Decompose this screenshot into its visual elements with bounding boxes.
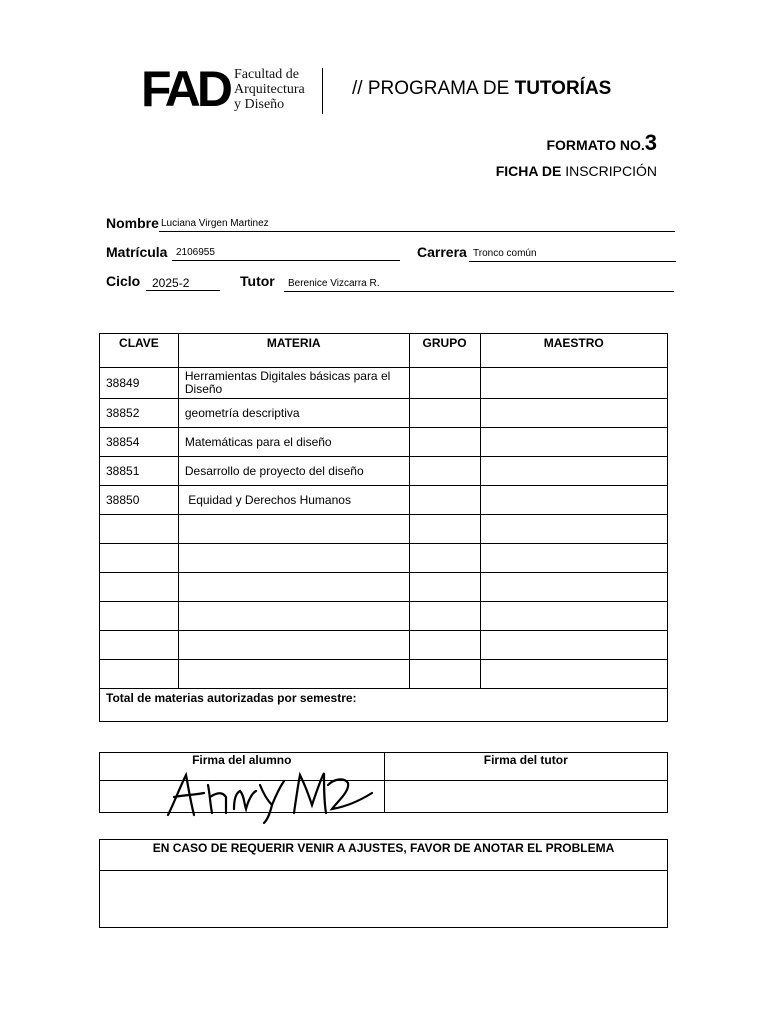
table-header-row [100, 334, 668, 368]
cell-materia[interactable]: Desarrollo de proyecto del diseño [178, 457, 409, 486]
form-subtitle: FICHA DE INSCRIPCIÓN [495, 163, 657, 179]
cell-clave[interactable] [100, 660, 179, 689]
table-row [100, 486, 668, 515]
cell-materia[interactable]: geometría descriptiva [178, 399, 409, 428]
cell-grupo[interactable] [409, 486, 480, 515]
nombre-label: Nombre [106, 215, 159, 231]
cell-maestro[interactable] [480, 457, 667, 486]
table-row [100, 457, 668, 486]
handwritten-signature [160, 769, 380, 821]
cell-maestro[interactable] [480, 515, 667, 544]
signatures-table [99, 752, 668, 813]
cell-maestro[interactable] [480, 573, 667, 602]
cell-materia[interactable] [178, 631, 409, 660]
cell-grupo[interactable] [409, 544, 480, 573]
ajustes-title: EN CASO DE REQUERIR VENIR A AJUSTES, FAVOR DE ANOTAR EL PROBLEMA [100, 840, 668, 871]
nombre-field[interactable]: Luciana Virgen Martinez [159, 217, 675, 232]
cell-materia[interactable]: Equidad y Derechos Humanos [178, 486, 409, 515]
cell-maestro[interactable] [480, 544, 667, 573]
table-row [100, 368, 668, 399]
cell-materia[interactable] [178, 515, 409, 544]
cell-maestro[interactable] [480, 602, 667, 631]
faculty-name: Facultad de Arquitectura y Diseño [234, 67, 305, 112]
tutor-signature-box[interactable] [384, 781, 668, 813]
table-row [100, 399, 668, 428]
table-row [100, 660, 668, 689]
cell-clave[interactable]: 38852 [100, 399, 179, 428]
cell-grupo[interactable] [409, 602, 480, 631]
column-header-maestro: MAESTRO [480, 334, 667, 368]
cell-clave[interactable] [100, 602, 179, 631]
cell-materia[interactable]: Herramientas Digitales básicas para el Diseño [178, 368, 409, 399]
table-row [100, 602, 668, 631]
cell-materia[interactable] [178, 573, 409, 602]
cell-clave[interactable]: 38854 [100, 428, 179, 457]
cell-maestro[interactable] [480, 660, 667, 689]
student-signature-label: Firma del alumno [100, 753, 385, 781]
cell-grupo[interactable] [409, 428, 480, 457]
cell-clave[interactable] [100, 573, 179, 602]
fad-logo-mark: FAD [141, 61, 229, 117]
total-materias-label[interactable]: Total de materias autorizadas por semestre: [100, 689, 668, 722]
cell-materia[interactable] [178, 660, 409, 689]
cell-materia[interactable]: Matemáticas para el diseño [178, 428, 409, 457]
cell-clave[interactable]: 38850 [100, 486, 179, 515]
program-title: // PROGRAMA DE TUTORÍAS [352, 78, 612, 99]
ajustes-table [99, 839, 668, 928]
tutor-label: Tutor [240, 273, 275, 289]
cell-clave[interactable]: 38851 [100, 457, 179, 486]
cell-maestro[interactable] [480, 631, 667, 660]
header-divider [322, 68, 323, 114]
tutor-field[interactable]: Berenice Vizcarra R. [284, 277, 674, 292]
carrera-label: Carrera [417, 244, 467, 260]
cell-materia[interactable] [178, 602, 409, 631]
cell-grupo[interactable] [409, 399, 480, 428]
cell-maestro[interactable] [480, 399, 667, 428]
cell-grupo[interactable] [409, 573, 480, 602]
cell-grupo[interactable] [409, 515, 480, 544]
cell-clave[interactable] [100, 544, 179, 573]
cell-grupo[interactable] [409, 457, 480, 486]
cell-maestro[interactable] [480, 486, 667, 515]
table-row [100, 428, 668, 457]
cell-maestro[interactable] [480, 368, 667, 399]
cell-grupo[interactable] [409, 631, 480, 660]
cell-grupo[interactable] [409, 660, 480, 689]
table-row [100, 631, 668, 660]
cell-maestro[interactable] [480, 428, 667, 457]
total-row [100, 689, 668, 722]
column-header-clave: CLAVE [100, 334, 179, 368]
table-row [100, 515, 668, 544]
tutor-signature-label: Firma del tutor [384, 753, 668, 781]
cell-clave[interactable]: 38849 [100, 368, 179, 399]
column-header-grupo: GRUPO [409, 334, 480, 368]
matricula-field[interactable]: 2106955 [172, 246, 400, 261]
table-row [100, 573, 668, 602]
matricula-label: Matrícula [106, 244, 168, 260]
student-signature-box[interactable] [100, 781, 385, 813]
formato-number: FORMATO NO.3 [546, 130, 657, 155]
column-header-materia: MATERIA [178, 334, 409, 368]
carrera-field[interactable]: Tronco común [469, 247, 676, 262]
cell-materia[interactable] [178, 544, 409, 573]
subjects-table [99, 333, 668, 722]
ciclo-field[interactable]: 2025-2 [146, 276, 220, 291]
cell-clave[interactable] [100, 631, 179, 660]
ajustes-problem-field[interactable] [100, 871, 668, 928]
ciclo-label: Ciclo [106, 273, 141, 289]
table-row [100, 544, 668, 573]
cell-clave[interactable] [100, 515, 179, 544]
cell-grupo[interactable] [409, 368, 480, 399]
